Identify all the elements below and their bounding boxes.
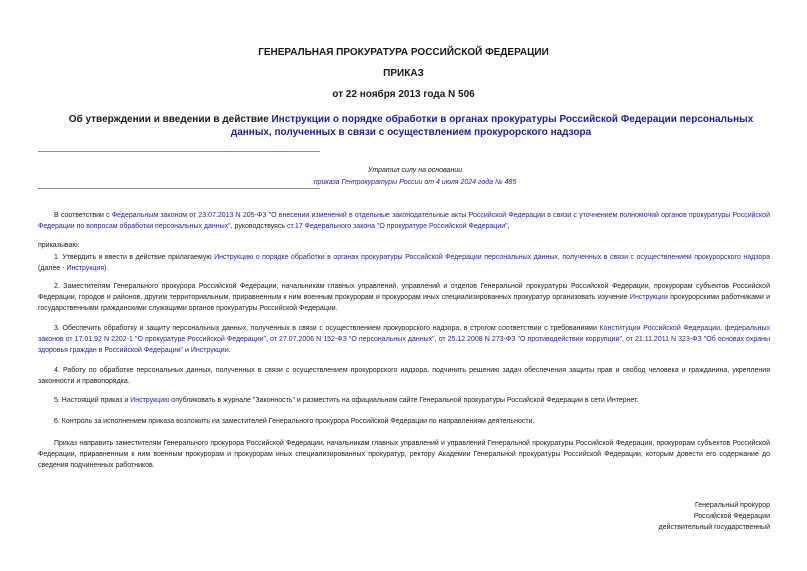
- divider-bottom: [38, 188, 320, 189]
- document-type: ПРИКАЗ: [383, 68, 424, 79]
- law-273-fz-link[interactable]: от 25.12.2008 N 273-ФЗ "О противодействии коррупции": [438, 336, 622, 343]
- text-span: (далее -: [38, 265, 67, 272]
- title-prefix: Об утверждении и введении в действие: [68, 114, 272, 125]
- prosecution-law-art17-link[interactable]: ст.17 Федерального закона "О прокуратуре Российской Федерации": [286, 223, 508, 230]
- paragraph-4: 4. Работу по обработке персональных данных, полученных в связи с осуществлением прокурорского надзора, подчинить решению задач обеспечения защиты прав и свобод человека и гражданина, укрепления законности и правопорядка.: [38, 367, 770, 385]
- text-span: ,: [507, 223, 510, 230]
- law-323-fz-link[interactable]: от 21.11.2011 N 323-ФЗ "Об основах охраны здоровья граждан в Российской Федерации": [38, 336, 771, 354]
- document-title: [56, 113, 766, 139]
- text-span: 5. Настоящий приказ и: [54, 397, 131, 404]
- title-instruction-link[interactable]: Инструкции о порядке обработки в органах прокуратуры Российской Федерации персональных данных, полученных в связи с осуществлением прокурорского надзора: [230, 114, 754, 138]
- document-date: от 22 ноября 2013 года N 506: [332, 89, 475, 100]
- organization-name: ГЕНЕРАЛЬНАЯ ПРОКУРАТУРА РОССИЙСКОЙ ФЕДЕРАЦИИ: [258, 47, 549, 58]
- lost-force-link[interactable]: приказа Генпрокуратуры России от 4 июля 2024 года № 485: [313, 179, 517, 186]
- instruction-link[interactable]: Инструкции: [190, 347, 229, 354]
- text-span: 3. Обеспечить обработку и защиту персональных данных, полученных в связи с осуществлением прокурорского надзора, в строгом соответствии с требованиями: [54, 325, 600, 332]
- law-2202-1-link[interactable]: федеральных законов от 17.01.92 N 2202-1 "О прокуратуре Российской Федерации": [38, 325, 770, 343]
- text-span: ,: [720, 325, 725, 332]
- text-span: прокурорскими работниками и государственными гражданскими служащими органов прокуратуры Российской Федерации.: [38, 294, 771, 312]
- text-span: ,: [621, 336, 626, 343]
- paragraph-preamble: [38, 210, 770, 232]
- text-span: .: [228, 347, 231, 354]
- instruction-short-link[interactable]: Инструкция: [66, 265, 105, 272]
- text-span: ,: [266, 336, 271, 343]
- text-span: В соответствии с: [54, 212, 112, 219]
- instruction-link[interactable]: Инструкцию: [130, 397, 170, 404]
- text-span: 2. Заместителям Генерального прокурора Российской Федерации, начальникам главных управлений, управлений и отделов Генеральной прокуратуры Российской Федерации, прокурорам субъектов Российской Федерации, городов и районов, другим территориальным, приравненным к ним военным прокурорам и прокурорам иных специализированных прокуратур организовать изучение: [38, 283, 770, 301]
- signature-line: действительный государственный: [658, 524, 770, 531]
- paragraph-1: [38, 252, 770, 274]
- federal-law-205-link[interactable]: Федеральным законом от 23.07.2013 N 205-ФЗ "О внесении изменений в отдельные законодательные акты Российской Федерации в связи с уточнением полномочий органов прокуратуры Российской Федерации по вопросам обработки персональных данных": [38, 212, 770, 230]
- paragraph-6: 6. Контроль за исполнением приказа возложить на заместителей Генерального прокурора Российской Федерации по направлениям деятельности.: [54, 418, 535, 425]
- lost-force-note: [292, 165, 538, 189]
- text-span: и: [183, 347, 191, 354]
- paragraph-5: [38, 395, 770, 406]
- paragraph-2: [38, 281, 770, 314]
- signature-block: [600, 500, 770, 533]
- text-span: ,: [434, 336, 439, 343]
- lost-force-text: Утратил силу на основании: [367, 167, 463, 174]
- instruction-link[interactable]: Инструкцию о порядке обработки в органах прокуратуры Российской Федерации персональных данных, полученных в связи с осуществлением прокурорского надзора: [214, 254, 770, 261]
- paragraph-distribution: Приказ направить заместителям Генерального прокурора Российской Федерации, начальникам главных управлений и управлений Генеральной прокуратуры Российской Федерации, прокурорам субъектов Российской Федерации, приравненным к ним военным прокурорам и прокурорам иных специализированных прокуратур, ректору Академии Генеральной прокуратуры Российской Федерации, которым довести его содержание до сведения подчиненных работников.: [38, 440, 770, 469]
- signature-line: Генеральный прокурор: [694, 502, 770, 509]
- text-span: опубликовать в журнале "Законность" и разместить на официальном сайте Генеральной прокуратуры Российской Федерации в сети Интернет.: [169, 397, 639, 404]
- text-span: 1. Утвердить и ввести в действие прилагаемую: [54, 254, 215, 261]
- law-152-fz-link[interactable]: от 27.07.2006 N 152-ФЗ "О персональных данных": [270, 336, 435, 343]
- signature-line: Российской Федерации: [693, 513, 770, 520]
- text-span: , руководствуясь: [230, 223, 287, 230]
- instruction-link[interactable]: Инструкции: [629, 294, 668, 301]
- divider-top: [38, 151, 320, 152]
- paragraph-order-word: приказываю:: [38, 242, 80, 249]
- text-span: ).: [104, 265, 109, 272]
- paragraph-3: [38, 323, 770, 356]
- constitution-link[interactable]: Конституции Российской Федерации: [599, 325, 721, 332]
